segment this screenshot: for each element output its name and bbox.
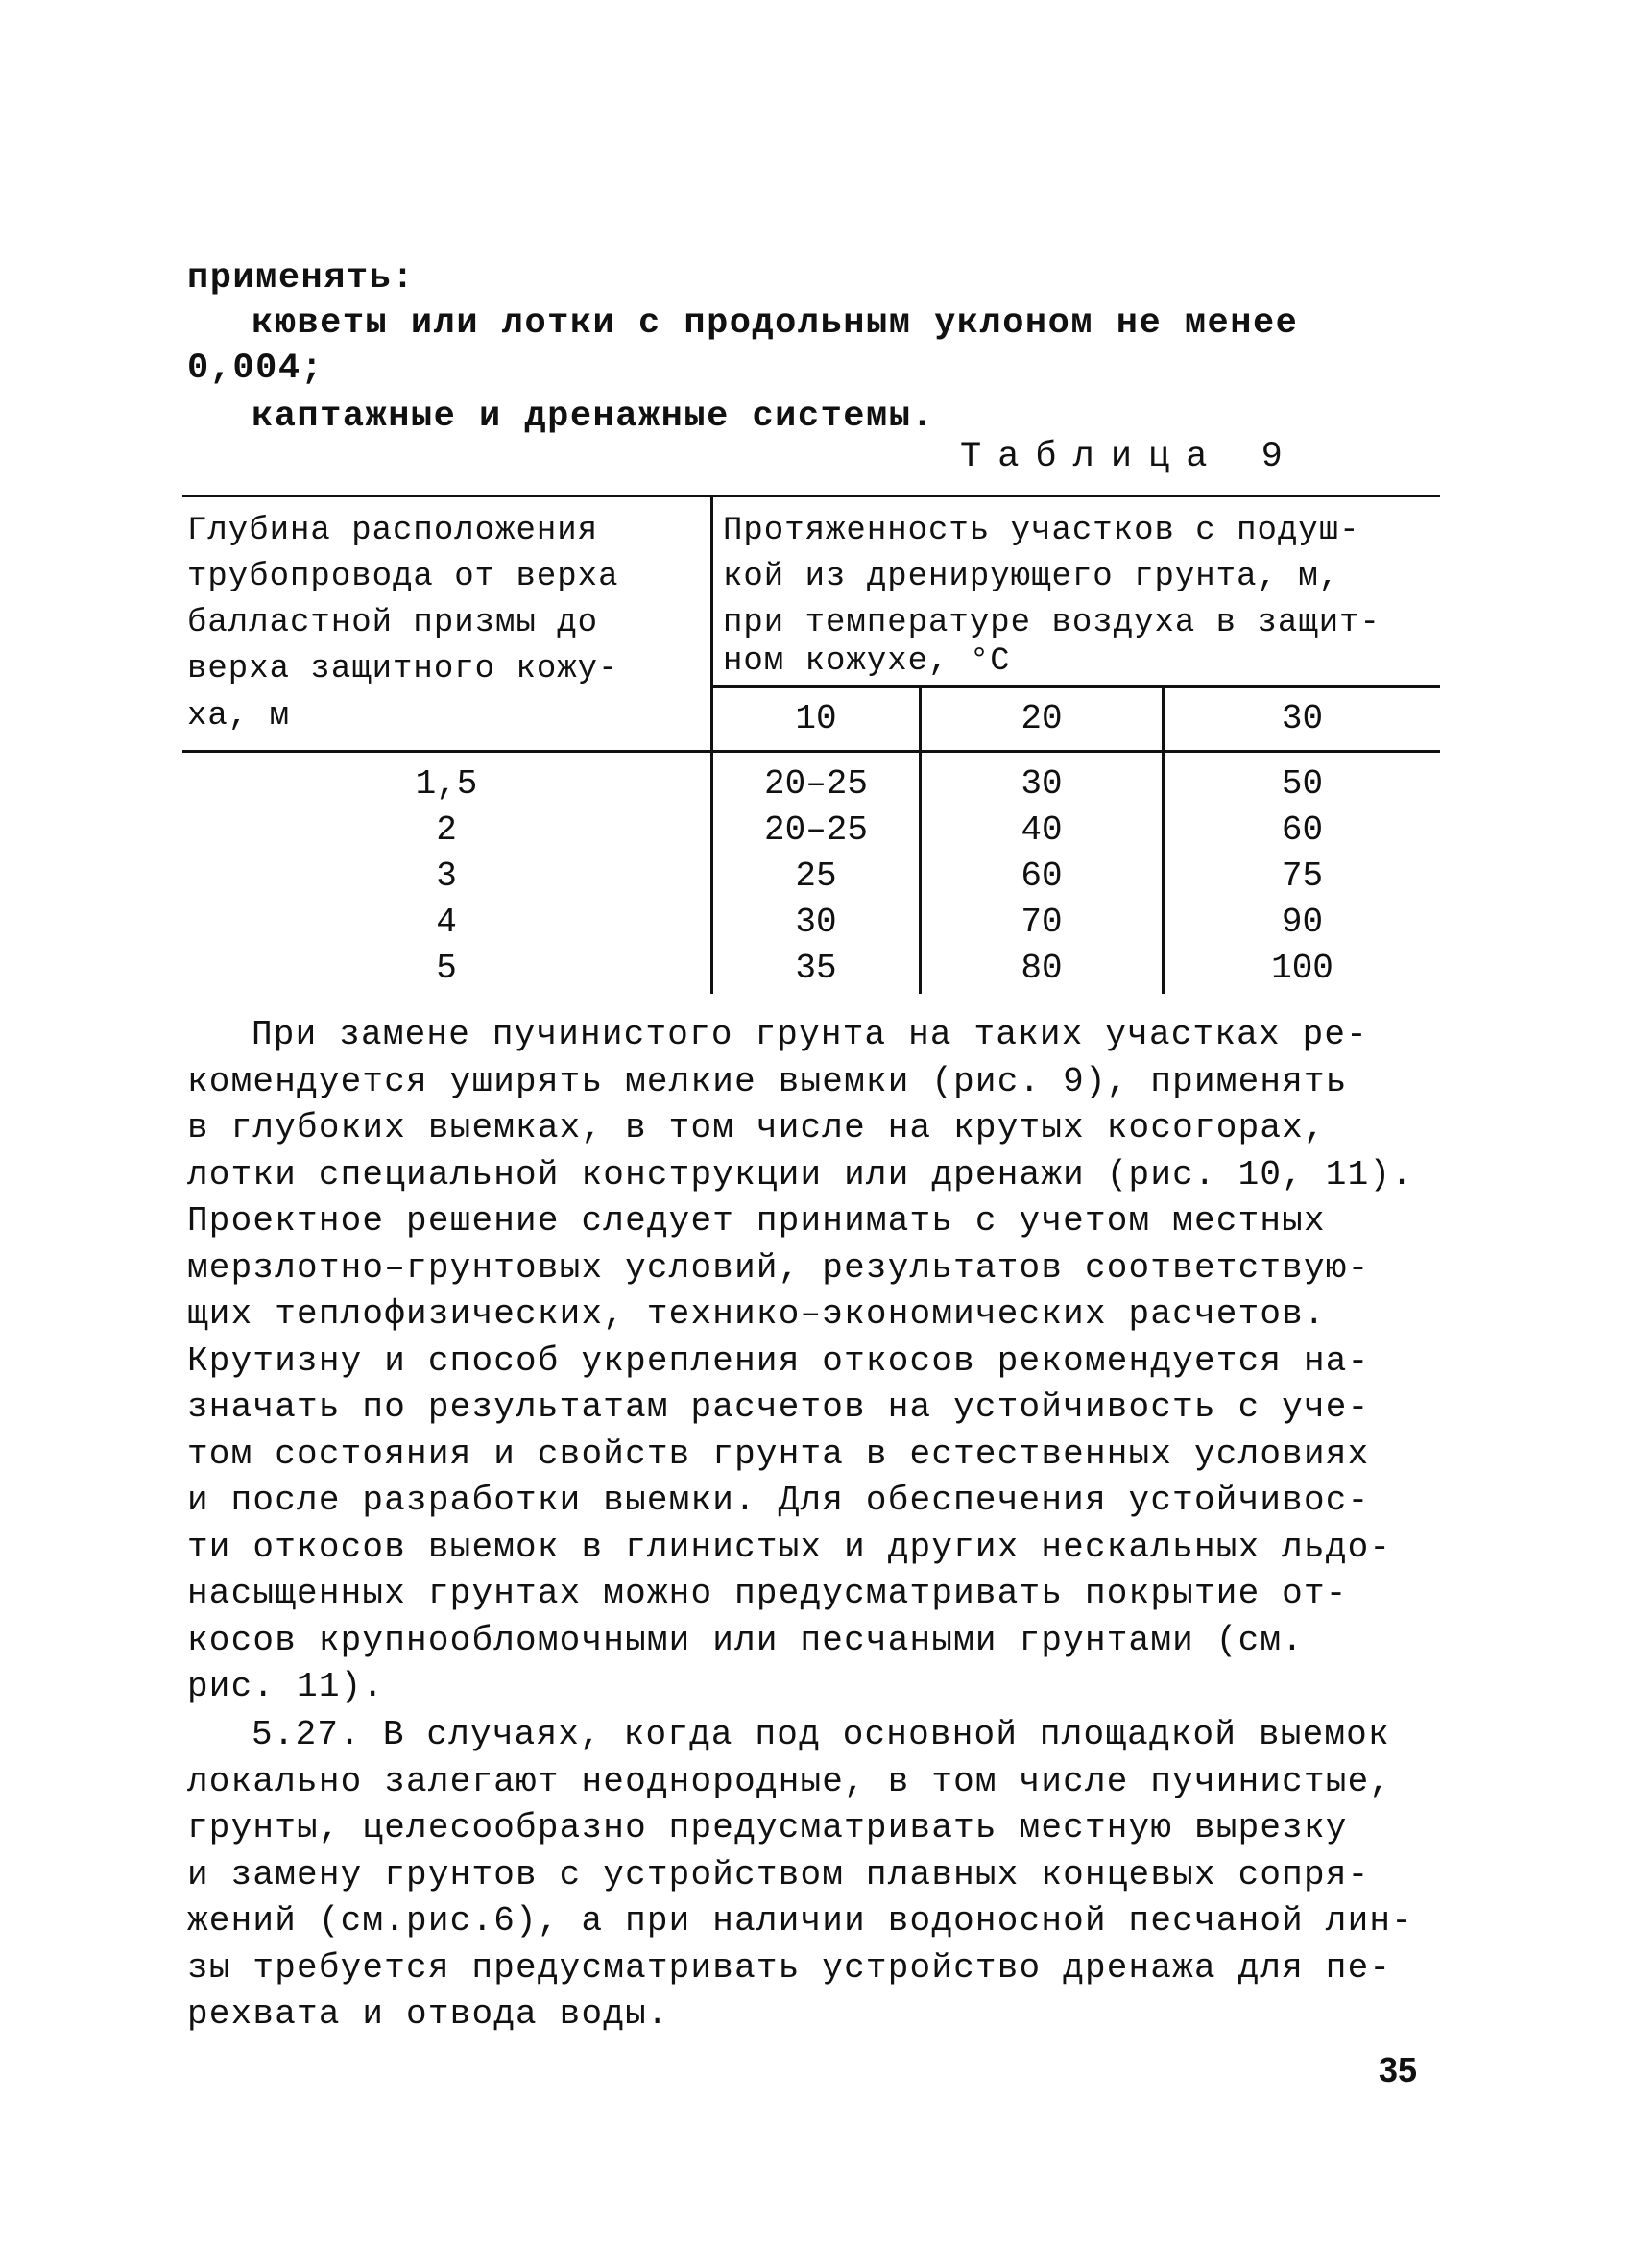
paragraph-1-line: ти откосов выемок в глинистых и других нескальных льдо- (187, 1527, 1392, 1567)
intro-line-2: кюветы или лотки с продольным уклоном не менее (252, 303, 1299, 344)
paragraph-1-line: косов крупнообломочными или песчаными грунтами (см. (187, 1620, 1304, 1660)
paragraph-1-line: При замене пучинистого грунта на таких участках ре- (252, 1015, 1368, 1054)
paragraph-2-line: грунты, целесообразно предусматривать местную вырезку (187, 1808, 1348, 1847)
paragraph-1-line: Крутизну и способ укрепления откосов рекомендуется на- (187, 1340, 1370, 1381)
paragraph-1-line: щих теплофизических, технико–экономических расчетов. (187, 1294, 1326, 1334)
paragraph-1-line: комендуется уширять мелкие выемки (рис. 9), применять (187, 1061, 1348, 1101)
paragraph-1-line: насыщенных грунтах можно предусматривать покрытие от- (187, 1574, 1348, 1613)
row-3-t30: 75 (1281, 857, 1324, 896)
row-2-t30: 60 (1281, 810, 1324, 850)
table-top-border (182, 495, 1440, 497)
page-number: 35 (1379, 2050, 1418, 2089)
paragraph-2-line: зы требуется предусматривать устройство дренажа для пе- (187, 1947, 1392, 1988)
col2-header-line-2: кой из дренирующего грунта, м, (723, 559, 1340, 595)
paragraph-1-line: рис. 11). (187, 1667, 385, 1706)
paragraph-2-line: рехвата и отвода воды. (187, 1994, 669, 2034)
col1-header-line-4: верха защитного кожу- (187, 651, 619, 688)
row-1-t30: 50 (1281, 764, 1324, 804)
row-1-t10: 20–25 (763, 764, 869, 804)
paragraph-2-line: локально залегают неоднородные, в том числе пучинистые, (187, 1761, 1392, 1801)
subheader-30: 30 (1281, 699, 1324, 738)
intro-line-3: 0,004; (187, 349, 324, 389)
header-bottom-border (182, 750, 1440, 753)
paragraph-1-line: в глубоких выемках, в том числе на крутых косогорах, (187, 1108, 1326, 1147)
row-4-t30: 90 (1281, 903, 1324, 942)
row-1-depth: 1,5 (415, 764, 478, 804)
col2-header-line-1: Протяженность участков с подуш- (723, 513, 1360, 549)
paragraph-1-line: и после разработки выемки. Для обеспечения устойчивос- (187, 1481, 1370, 1520)
paragraph-1-line: мерзлотно–грунтовых условий, результатов соответствую- (187, 1247, 1370, 1288)
col2-header-line-4: ном кожухе, °С (723, 643, 1011, 680)
row-4-depth: 4 (436, 903, 457, 942)
row-4-t10: 30 (795, 903, 837, 942)
row-5-t10: 35 (795, 949, 837, 988)
col1-header-line-2: трубопровода от верха (187, 559, 619, 595)
subheader-top-border (710, 685, 1440, 688)
col2-header-line-3: при температуре воздуха в защит- (723, 605, 1381, 641)
row-3-t10: 25 (795, 857, 837, 896)
col1-header-line-5: ха, м (187, 698, 291, 735)
table-caption: Таблица 9 (960, 437, 1299, 477)
paragraph-2 (187, 1712, 1464, 2039)
paragraph-1-line: значать по результатам расчетов на устойчивость с уче- (187, 1387, 1370, 1427)
row-5-t30: 100 (1271, 949, 1333, 988)
row-5-depth: 5 (436, 949, 457, 988)
paragraph-2-line: жений (см.рис.6), а при наличии водоносной песчаной лин- (187, 1901, 1413, 1941)
row-2-t20: 40 (1021, 810, 1063, 850)
subheader-10: 10 (795, 699, 837, 738)
row-4-t20: 70 (1021, 903, 1063, 942)
col1-header-line-1: Глубина расположения (187, 513, 599, 549)
row-2-depth: 2 (436, 810, 457, 850)
row-2-t10: 20–25 (763, 810, 869, 850)
paragraph-1-line: Проектное решение следует принимать с учетом местных (187, 1201, 1326, 1241)
intro-line-4: каптажные и дренажные системы. (252, 397, 935, 437)
subheader-20: 20 (1021, 699, 1063, 738)
paragraph-1-line: лотки специальной конструкции или дренажи (рис. 10, 11). (187, 1154, 1413, 1194)
row-3-t20: 60 (1021, 857, 1063, 896)
row-1-t20: 30 (1021, 764, 1063, 804)
paragraph-2-line: и замену грунтов с устройством плавных концевых сопря- (187, 1854, 1370, 1894)
paragraph-2-line: 5.27. В случаях, когда под основной площадкой выемок (252, 1715, 1390, 1754)
intro-line-1: применять: (187, 258, 416, 299)
row-5-t20: 80 (1021, 949, 1063, 988)
row-3-depth: 3 (436, 857, 457, 896)
paragraph-1-line: том состояния и свойств грунта в естественных условиях (187, 1434, 1370, 1474)
data-table (182, 495, 1440, 994)
paragraph-1 (187, 1012, 1464, 1711)
col1-header-line-3: балластной призмы до (187, 605, 599, 641)
